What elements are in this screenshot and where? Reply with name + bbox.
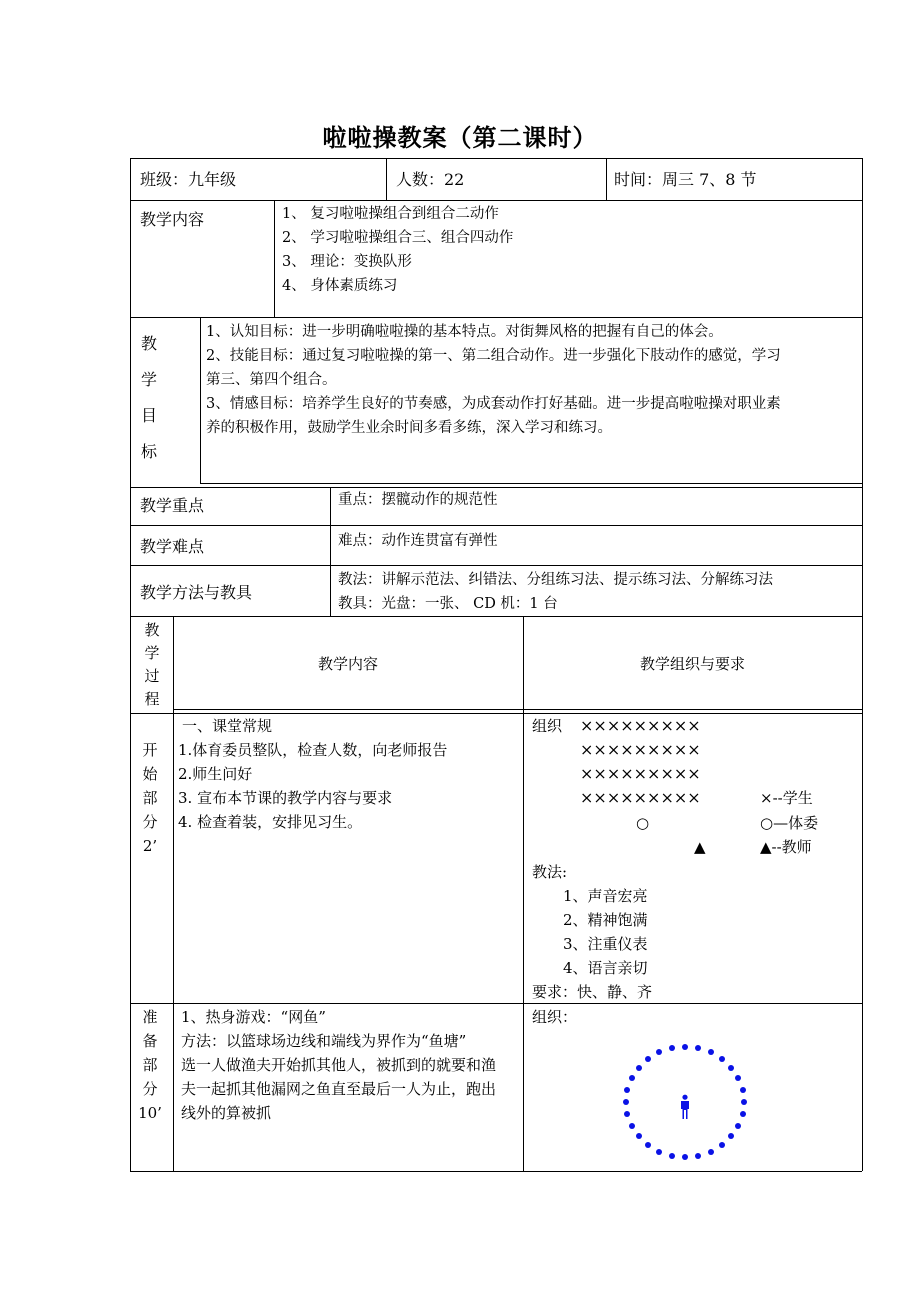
circle-dot xyxy=(740,1087,746,1093)
circle-dot xyxy=(624,1087,630,1093)
goal-line: 2、技能目标：通过复习啦啦操的第一、第二组合动作。进一步强化下肢动作的感觉，学习 xyxy=(206,348,781,364)
content-item: 3、 理论：变换队形 xyxy=(282,254,412,270)
circle-dot xyxy=(645,1142,651,1148)
formation-row: ××××××××× xyxy=(580,740,701,759)
start-method-label: 教法: xyxy=(532,863,568,881)
circle-dot xyxy=(636,1065,642,1071)
circle-dot xyxy=(623,1099,629,1105)
circle-dot xyxy=(719,1142,725,1148)
content-list xyxy=(282,202,513,298)
goals-text xyxy=(206,320,781,440)
formation-row: ××××××××× xyxy=(580,788,701,807)
circle-dot xyxy=(682,1044,688,1050)
start-section-label: 开 始 部 分 2’ xyxy=(142,741,158,855)
start-line: 4. 检查着装，安排见习生。 xyxy=(178,813,363,831)
circle-dot xyxy=(741,1099,747,1105)
key-point-label: 教学重点 xyxy=(140,496,205,515)
legend-teacher: ▲--教师 xyxy=(760,838,812,856)
circle-dot xyxy=(645,1056,651,1062)
difficulty-text: 难点：动作连贯富有弹性 xyxy=(338,533,498,549)
circle-dot xyxy=(708,1149,714,1155)
formation-row: ××××××××× xyxy=(580,716,701,735)
circle-dot xyxy=(636,1133,642,1139)
start-line: 2.师生问好 xyxy=(178,765,253,783)
teacher-triangle-icon: ▲ xyxy=(694,838,706,856)
method-item: 1、声音宏亮 xyxy=(563,887,648,905)
start-content xyxy=(178,714,447,834)
prep-line: 1、热身游戏：“网鱼” xyxy=(181,1008,326,1026)
goal-line: 第三、第四个组合。 xyxy=(206,372,337,388)
content-item: 2、 学习啦啦操组合三、组合四动作 xyxy=(282,230,514,246)
class-label: 班级：九年级 xyxy=(140,170,237,189)
column-header-organization: 教学组织与要求 xyxy=(639,655,745,673)
difficulty-label: 教学难点 xyxy=(140,537,205,556)
goal-line: 1、认知目标：进一步明确啦啦操的基本特点。对街舞风格的把握有自己的体会。 xyxy=(206,324,723,340)
start-methods xyxy=(563,884,648,980)
start-line: 1.体育委员整队，检查人数，向老师报告 xyxy=(178,741,448,759)
key-point-text: 重点：摆髋动作的规范性 xyxy=(338,492,498,508)
circle-dot xyxy=(695,1153,701,1159)
person-icon xyxy=(678,1094,692,1120)
formation-row: ××××××××× xyxy=(580,764,701,783)
monitor-circle-icon: ○ xyxy=(636,814,650,832)
prep-line: 线外的算被抓 xyxy=(181,1104,272,1122)
method-item: 3、注重仪表 xyxy=(563,935,648,953)
method-item: 2、精神饱满 xyxy=(563,911,648,929)
method-line-1: 教法：讲解示范法、纠错法、分组练习法、提示练习法、分解练习法 xyxy=(338,572,773,588)
circle-dot xyxy=(735,1075,741,1081)
content-label: 教学内容 xyxy=(140,210,205,229)
prep-line: 选一人做渔夫开始抓其他人，被抓到的就要和渔 xyxy=(181,1056,497,1074)
circle-dot xyxy=(682,1154,688,1160)
circle-dot xyxy=(728,1133,734,1139)
circle-dot xyxy=(669,1153,675,1159)
prep-org-label: 组织： xyxy=(532,1008,578,1026)
content-item: 1、 复习啦啦操组合到组合二动作 xyxy=(282,206,499,222)
prep-line: 方法：以篮球场边线和端线为界作为“鱼塘” xyxy=(181,1032,467,1050)
circle-dot xyxy=(624,1111,630,1117)
goal-line: 养的积极作用，鼓励学生业余时间多看多练，深入学习和练习。 xyxy=(206,420,612,436)
page-title: 啦啦操教案（第二课时） xyxy=(322,123,598,152)
column-header-content: 教学内容 xyxy=(317,655,378,673)
start-org-label: 组织 xyxy=(532,717,563,735)
circle-dot xyxy=(629,1075,635,1081)
content-item: 4、 身体素质练习 xyxy=(282,278,398,294)
count-label: 人数：22 xyxy=(396,170,465,189)
circle-dot xyxy=(728,1065,734,1071)
start-requirement: 要求：快、静、齐 xyxy=(532,983,653,1001)
circle-dot xyxy=(629,1123,635,1129)
goal-line: 3、情感目标：培养学生良好的节奏感，为成套动作打好基础。进一步提高啦啦操对职业素 xyxy=(206,396,781,412)
circle-dot xyxy=(719,1056,725,1062)
start-line: 3. 宣布本节课的教学内容与要求 xyxy=(178,789,393,807)
circle-dot xyxy=(740,1111,746,1117)
circle-dot xyxy=(735,1123,741,1129)
start-line: 一、课堂常规 xyxy=(182,717,273,735)
goals-label: 教 学 目 标 xyxy=(140,334,157,461)
circle-dot xyxy=(656,1049,662,1055)
method-item: 4、语言亲切 xyxy=(563,959,648,977)
prep-content xyxy=(181,1005,496,1125)
legend-student: ×--学生 xyxy=(760,789,813,807)
circle-dot xyxy=(656,1149,662,1155)
legend-monitor: ○—体委 xyxy=(760,814,819,832)
circle-dot xyxy=(695,1045,701,1051)
method-label: 教学方法与教具 xyxy=(140,583,253,602)
process-label: 教 学 过 程 xyxy=(144,621,160,708)
method-line-2: 教具：光盘：一张、 CD 机：1 台 xyxy=(338,596,558,612)
circle-dot xyxy=(669,1045,675,1051)
time-label: 时间：周三 7、8 节 xyxy=(614,170,757,189)
prep-section-label: 准 备 部 分 10’ xyxy=(138,1008,162,1122)
prep-line: 夫一起抓其他漏网之鱼直至最后一人为止，跑出 xyxy=(181,1080,497,1098)
circle-dot xyxy=(708,1049,714,1055)
